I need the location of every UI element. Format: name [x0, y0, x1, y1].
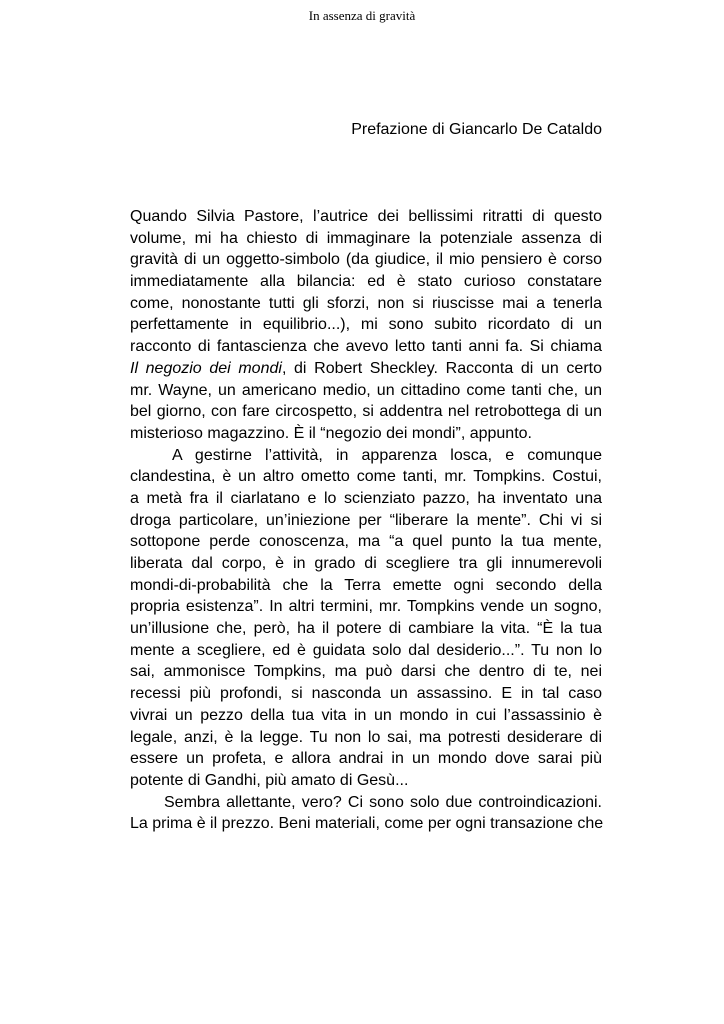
text-line: sai, ammonisce Tompkins, ma può darsi che dentro di te, nei [130, 663, 602, 681]
text-line: propria esistenza”. In altri termini, mr. Tompkins vende un sogno, [130, 598, 602, 616]
text-line: Quando Silvia Pastore, l’autrice dei bellissimi ritratti di questo [130, 208, 602, 225]
text-line: legale, anzi, è la legge. Tu non lo sai, ma potresti desiderare di [130, 728, 602, 746]
paragraph-first-line: Sembra allettante, vero? Ci sono solo due controindicazioni. [164, 793, 602, 811]
text-line: clandestina, è un altro ometto come tanti, mr. Tompkins. Costui, [130, 468, 602, 486]
text-line: vivrai un pezzo della tua vita in un mondo in cui l’assassinio è [130, 706, 602, 724]
text-line: bel giorno, con fare circospetto, si addentra nel retrobottega di un [130, 403, 602, 421]
text-line: recessi più profondi, si nasconda un assassino. E in tal caso [130, 685, 602, 703]
text-line: mente a scegliere, ed è guidata solo dal desiderio...”. Tu non lo [130, 641, 602, 659]
text-line: racconto di fantascienza che avevo letto tanti anni fa. Si chiama [130, 338, 602, 356]
text-line: mr. Wayne, un americano medio, un cittadino come tanti che, un [130, 381, 602, 399]
book-title: Il negozio dei mondi [130, 359, 282, 377]
text-line: perfettamente in equilibrio...), mi sono subito ricordato di un [130, 316, 602, 334]
text-line: La prima è il prezzo. Beni materiali, come per ogni transazione che [130, 815, 604, 833]
text-line: droga particolare, un’iniezione per “liberare la mente”. Chi vi si [130, 511, 602, 529]
text-line: gravità di un oggetto-simbolo (da giudice, il mio pensiero è corso [130, 251, 602, 269]
text-line: sottopone perde conoscenza, ma “a quel punto la tua mente, [130, 533, 602, 551]
text-line: essere un profeta, e allora andrai in un mondo dove sarai più [130, 750, 602, 768]
text-line: un’illusione che, però, ha il potere di cambiare la vita. “È la tua [130, 620, 602, 638]
preface-title: Prefazione di Giancarlo De Cataldo [351, 121, 602, 138]
text-line: immediatamente alla bilancia: ed è stato curioso constatare [130, 273, 602, 291]
text-line: potente di Gandhi, più amato di Gesù... [130, 771, 409, 789]
running-header: In assenza di gravità [308, 8, 416, 23]
paragraph-first-line: A gestirne l’attività, in apparenza losca, e comunque [172, 446, 602, 464]
body-text [130, 206, 602, 835]
text-line: volume, mi ha chiesto di immaginare la potenziale assenza di [130, 229, 602, 247]
text-line: liberata dal corpo, è in grado di scegliere tra gli innumerevoli [130, 555, 602, 572]
text-line: come, nonostante tutti gli sforzi, non si riuscisse mai a tenerla [130, 294, 602, 312]
text-line-with-title [130, 358, 602, 380]
text-line: a metà fra il ciarlatano e lo scienziato pazzo, ha inventato una [130, 489, 602, 507]
text-line: misterioso magazzino. È il “negozio dei mondi”, appunto. [130, 424, 532, 442]
text-line-rest: , di Robert Sheckley. Racconta di un certo [281, 359, 603, 377]
text-line: mondi-di-probabilità che la Terra emette ogni secondo della [130, 576, 602, 594]
